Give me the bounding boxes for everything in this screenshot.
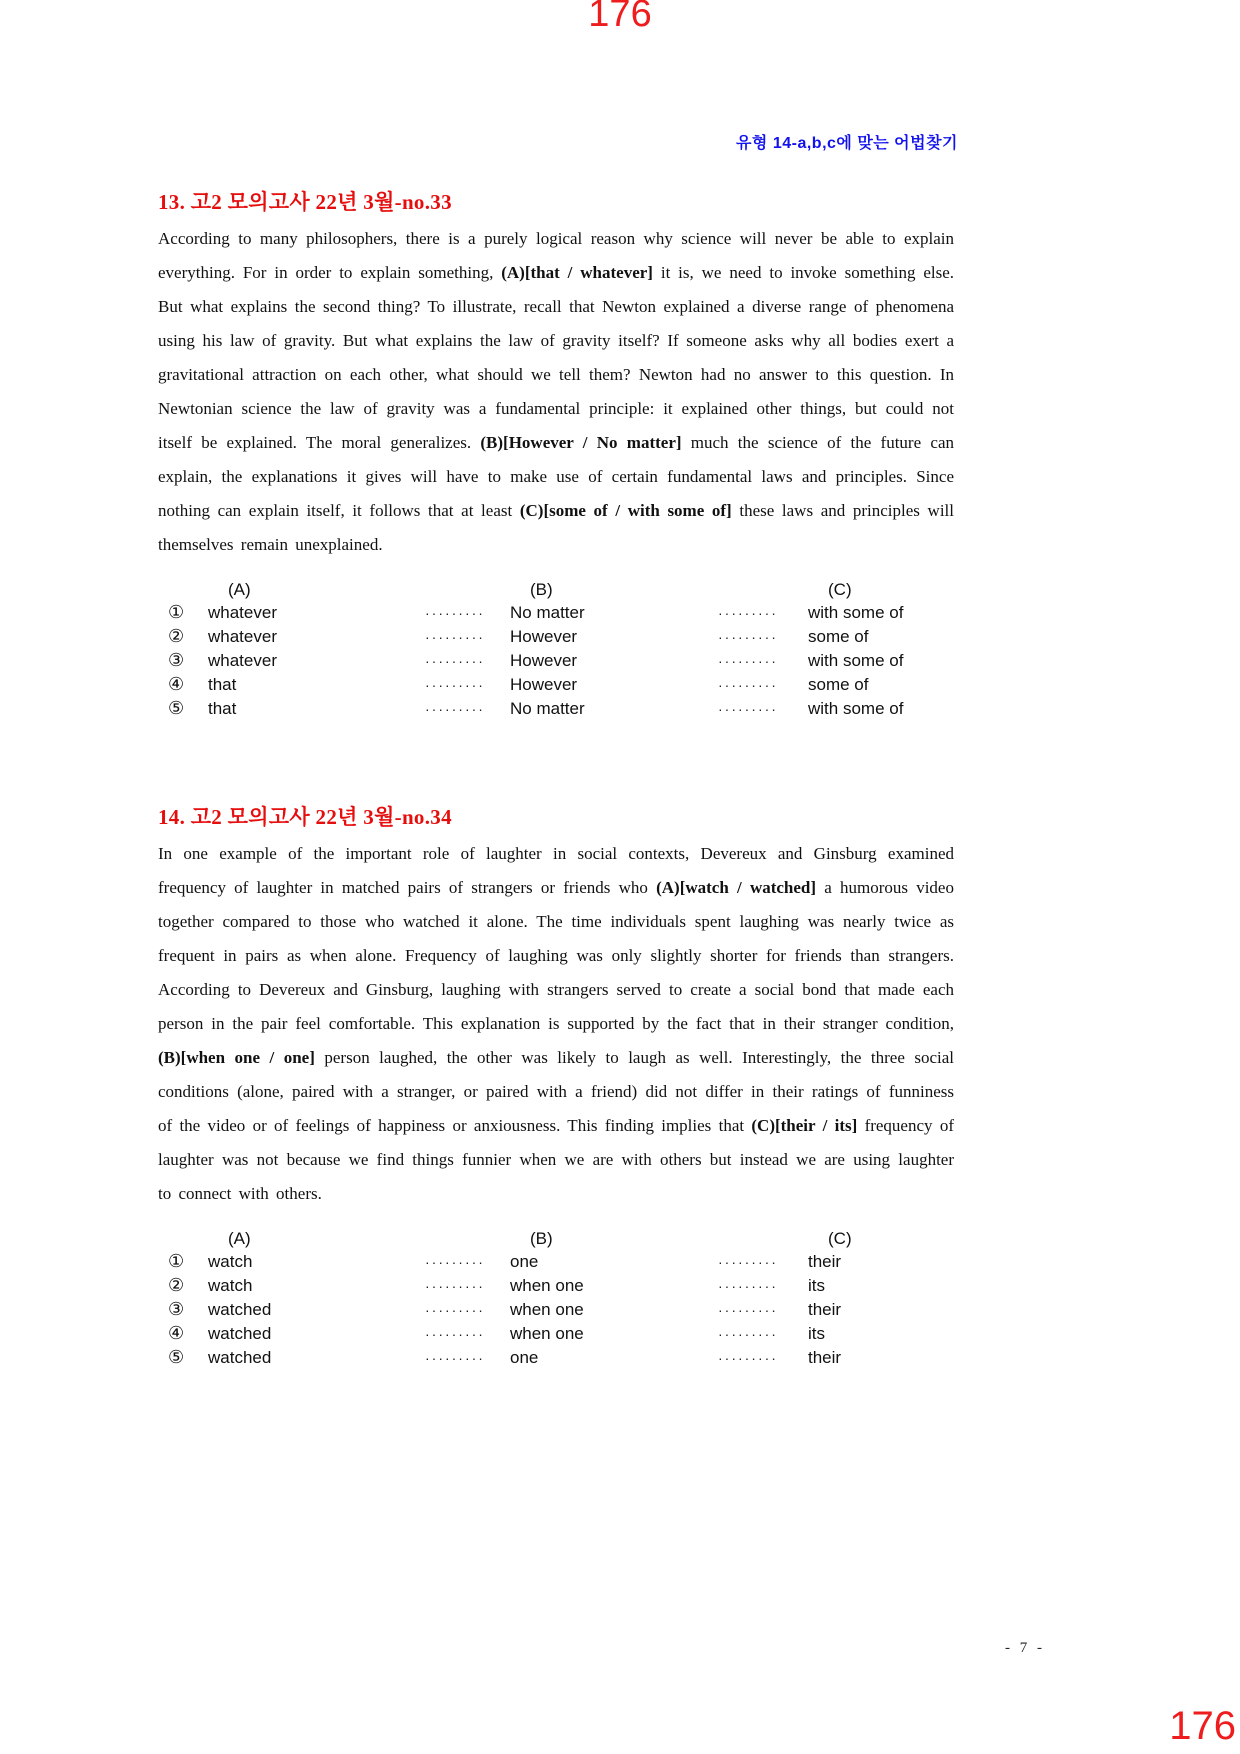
option-a: watch bbox=[208, 1276, 253, 1295]
dots-separator: ········· bbox=[718, 605, 778, 621]
column-b-header: (B) bbox=[530, 1229, 553, 1248]
dots-separator: ········· bbox=[718, 1326, 778, 1342]
option-number: ⑤ bbox=[168, 698, 185, 718]
top-page-number: 176 bbox=[588, 0, 652, 35]
passage-text: In one example of the important role of laughter in social contexts, Devereux and Ginsburg examined frequency of laughter in matched pairs of strangers or friends who bbox=[158, 844, 954, 897]
question-13-heading: 13. 고2 모의고사 22년 3월-no.33 bbox=[158, 190, 452, 214]
option-b: No matter bbox=[510, 603, 585, 622]
answer-option-row bbox=[158, 625, 954, 649]
option-number: ③ bbox=[168, 650, 185, 670]
option-a: watched bbox=[208, 1348, 272, 1367]
option-b: one bbox=[510, 1252, 539, 1271]
answer-option-row bbox=[158, 1298, 954, 1322]
option-a: watched bbox=[208, 1324, 272, 1343]
dots-separator: ········· bbox=[425, 1326, 485, 1342]
dots-separator: ········· bbox=[425, 605, 485, 621]
dots-separator: ········· bbox=[718, 677, 778, 693]
answer-option-row bbox=[158, 1322, 954, 1346]
dots-separator: ········· bbox=[425, 677, 485, 693]
option-b: No matter bbox=[510, 699, 585, 718]
answer-option-row bbox=[158, 697, 954, 721]
option-c: with some of bbox=[808, 603, 904, 622]
column-c-header: (C) bbox=[828, 1229, 852, 1248]
dots-separator: ········· bbox=[425, 1278, 485, 1294]
dots-separator: ········· bbox=[425, 629, 485, 645]
choice-bracket: (C)[some of / with some of] bbox=[519, 501, 732, 520]
option-c: their bbox=[808, 1252, 842, 1271]
option-a: watch bbox=[208, 1252, 253, 1271]
option-c: with some of bbox=[808, 651, 904, 670]
option-a: that bbox=[208, 699, 237, 718]
passage-text: person laughed, the other was likely to laugh as well. Interestingly, the three social conditions (alone, paired with a stranger, or paired with a friend) did not differ in their ratings of funniness of the video or of feelings of happiness or anxiousness. This finding implies that bbox=[158, 1048, 954, 1135]
option-c: its bbox=[808, 1324, 825, 1343]
dots-separator: ········· bbox=[718, 1302, 778, 1318]
option-number: ③ bbox=[168, 1299, 185, 1319]
footer-page-number: - 7 - bbox=[1005, 1640, 1045, 1656]
question-13-passage bbox=[158, 222, 954, 562]
dots-separator: ········· bbox=[425, 1350, 485, 1366]
dots-separator: ········· bbox=[425, 1302, 485, 1318]
column-a-header: (A) bbox=[228, 580, 251, 599]
question-13-answer-table bbox=[158, 578, 954, 721]
dots-separator: ········· bbox=[718, 1254, 778, 1270]
option-b: However bbox=[510, 675, 578, 694]
answer-option-row bbox=[158, 1274, 954, 1298]
answer-option-row bbox=[158, 1346, 954, 1370]
column-c-header: (C) bbox=[828, 580, 852, 599]
dots-separator: ········· bbox=[425, 653, 485, 669]
option-b: when one bbox=[510, 1324, 584, 1343]
option-a: that bbox=[208, 675, 237, 694]
option-a: whatever bbox=[208, 627, 277, 646]
option-number: ① bbox=[168, 1251, 185, 1271]
question-14-answer-table bbox=[158, 1227, 954, 1370]
question-14-passage bbox=[158, 837, 954, 1211]
option-number: ⑤ bbox=[168, 1347, 185, 1367]
passage-text: much the science of the future can explain, the explanations it gives will have to make use of certain fundamental laws and principles. Since nothing can explain itself, it follows that at least bbox=[158, 433, 954, 520]
dots-separator: ········· bbox=[425, 701, 485, 717]
dots-separator: ········· bbox=[718, 653, 778, 669]
option-c: some of bbox=[808, 675, 869, 694]
passage-text: it is, we need to invoke something else. But what explains the second thing? To illustrate, recall that Newton explained a diverse range of phenomena using his law of gravity. But what explains the law of gravity itself? If someone asks why all bodies exert a gravitational attraction on each other, what should we tell them? Newton had no answer to this question. In Newtonian science the law of gravity was a fundamental principle: it explained other things, but could not itself be explained. The moral generalizes. bbox=[158, 263, 955, 452]
dots-separator: ········· bbox=[718, 1278, 778, 1294]
option-c: with some of bbox=[808, 699, 904, 718]
option-b: when one bbox=[510, 1300, 584, 1319]
answer-table-header-row bbox=[158, 1227, 954, 1250]
answer-option-row bbox=[158, 649, 954, 673]
option-c: some of bbox=[808, 627, 869, 646]
answer-table-header-row bbox=[158, 578, 954, 601]
worksheet-content bbox=[158, 186, 954, 1370]
dots-separator: ········· bbox=[425, 1254, 485, 1270]
option-b: when one bbox=[510, 1276, 584, 1295]
column-b-header: (B) bbox=[530, 580, 553, 599]
choice-bracket: (A)[watch / watched] bbox=[656, 878, 817, 897]
option-c: their bbox=[808, 1300, 842, 1319]
option-c: its bbox=[808, 1276, 825, 1295]
passage-text: these laws and principles will themselves remain unexplained. bbox=[158, 501, 954, 554]
option-number: ② bbox=[168, 1275, 185, 1295]
dots-separator: ········· bbox=[718, 629, 778, 645]
answer-option-row bbox=[158, 601, 954, 625]
passage-text: frequency of laughter was not because we find things funnier when we are with others but instead we are using laughter to connect with others. bbox=[158, 1116, 954, 1203]
answer-option-row bbox=[158, 1250, 954, 1274]
option-a: whatever bbox=[208, 603, 277, 622]
bottom-page-number: 176 bbox=[1169, 1704, 1236, 1748]
category-label: 유형 14-a,b,c에 맞는 어법찾기 bbox=[735, 135, 958, 152]
choice-bracket: (B)[However / No matter] bbox=[480, 433, 682, 452]
option-a: watched bbox=[208, 1300, 272, 1319]
option-b: one bbox=[510, 1348, 539, 1367]
choice-bracket: (C)[their / its] bbox=[751, 1116, 858, 1135]
option-c: their bbox=[808, 1348, 842, 1367]
choice-bracket: (B)[when one / one] bbox=[158, 1048, 315, 1067]
option-number: ④ bbox=[168, 674, 185, 694]
dots-separator: ········· bbox=[718, 701, 778, 717]
column-a-header: (A) bbox=[228, 1229, 251, 1248]
option-b: However bbox=[510, 651, 578, 670]
option-b: However bbox=[510, 627, 578, 646]
answer-option-row bbox=[158, 673, 954, 697]
passage-text: According to many philosophers, there is a purely logical reason why science will never be able to explain everything. For in order to explain something, bbox=[158, 229, 954, 282]
option-a: whatever bbox=[208, 651, 277, 670]
question-14-heading: 14. 고2 모의고사 22년 3월-no.34 bbox=[158, 805, 452, 829]
passage-text: a humorous video together compared to those who watched it alone. The time individuals spent laughing was nearly twice as frequent in pairs as when alone. Frequency of laughing was only slightly shorter for friends than strangers. According to Devereux and Ginsburg, laughing with strangers served to create a social bond that made each person in the pair feel comfortable. This explanation is supported by the fact that in their stranger condition, bbox=[158, 878, 954, 1033]
option-number: ① bbox=[168, 602, 185, 622]
dots-separator: ········· bbox=[718, 1350, 778, 1366]
option-number: ④ bbox=[168, 1323, 185, 1343]
choice-bracket: (A)[that / whatever] bbox=[501, 263, 653, 282]
option-number: ② bbox=[168, 626, 185, 646]
